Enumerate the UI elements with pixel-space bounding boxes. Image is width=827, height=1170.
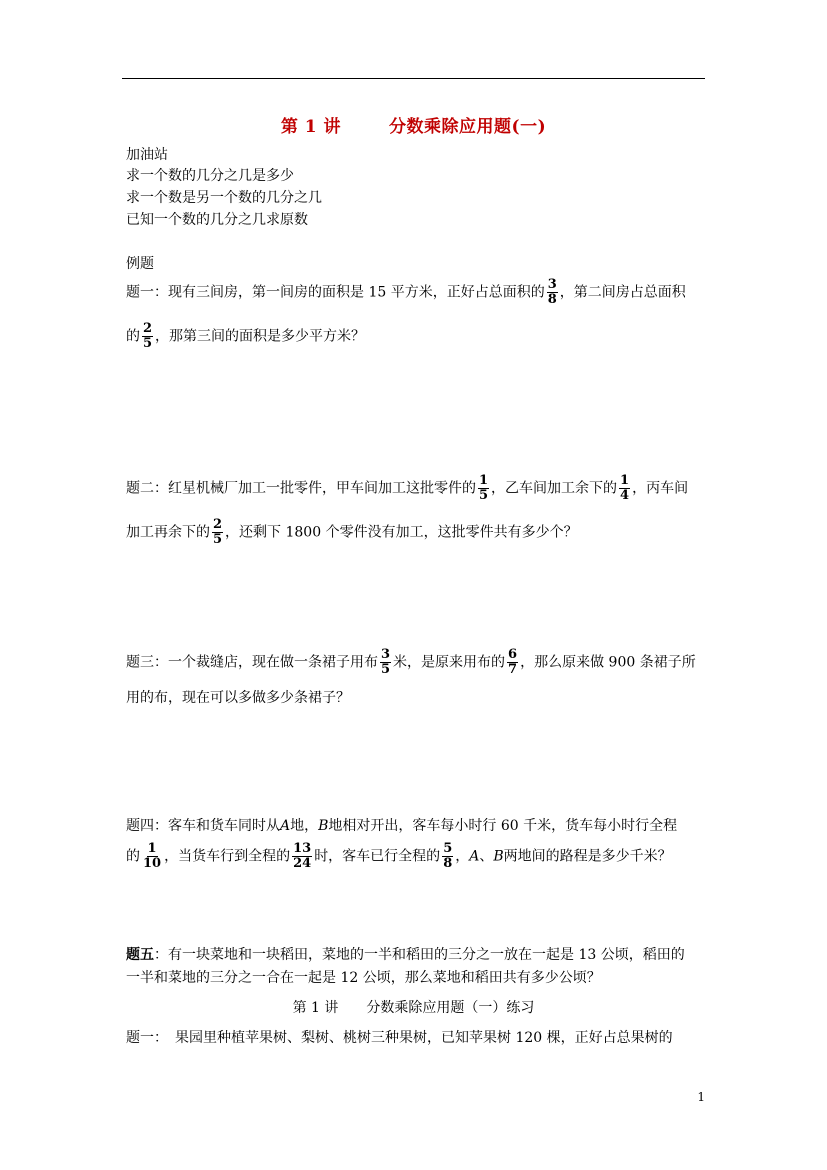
q5-line-1: 题五：有一块菜地和一块稻田，菜地的一半和稻田的三分之一放在一起是 13 公顷，稻田的 <box>126 947 685 963</box>
q4-line-1: 题四：客车和货车同时从A地，B地相对开出，客车每小时行 60 千米，货车每小时行全程 <box>126 818 678 834</box>
practice-heading: 第 1 讲 分数乘除应用题（一）练习 <box>292 1000 535 1016</box>
fraction: $\frac{2}{5}$ <box>213 517 223 547</box>
station-item-2: 求一个数是另一个数的几分之几 <box>126 190 322 206</box>
fraction: $\frac{13}{24}$ <box>293 841 312 871</box>
examples-label: 例题 <box>126 256 154 272</box>
station-item-3: 已知一个数的几分之几求原数 <box>126 212 308 228</box>
fraction: $\frac{1}{10}$ <box>143 841 162 871</box>
page-title <box>0 112 827 137</box>
q5-label: 题五 <box>126 947 154 963</box>
fraction: $\frac{2}{5}$ <box>143 321 153 351</box>
header-rule <box>122 78 705 79</box>
station-heading: 加油站 <box>126 147 168 163</box>
title-topic: 分数乘除应用题(一) <box>389 117 547 137</box>
q1-line-1: 题一：现有三间房，第一间房的面积是 15 平方米，正好占总面积的 $\frac{3}{8}$ ，第二间房占总面积 <box>126 277 686 307</box>
q5-line-2: 一半和菜地的三分之一合在一起是 12 公顷，那么菜地和稻田共有多少公顷？ <box>126 970 601 986</box>
fraction: $\frac{1}{4}$ <box>620 473 630 503</box>
fraction: $\frac{3}{8}$ <box>547 277 557 307</box>
fraction: $\frac{3}{5}$ <box>381 647 391 677</box>
fraction: $\frac{1}{5}$ <box>479 473 489 503</box>
q3-line-1: 题三：一个裁缝店，现在做一条裙子用布 $\frac{3}{5}$ 米，是原来用布的 $\frac{6}{7}$ ，那么原来做 900 条裙子所 <box>126 647 696 677</box>
station-item-1: 求一个数的几分之几是多少 <box>126 168 294 184</box>
q3-line-2: 用的布，现在可以多做多少条裙子？ <box>126 690 350 706</box>
q1-line-2: 的 $\frac{2}{5}$ ，那第三间的面积是多少平方米？ <box>126 321 366 351</box>
q2-line-1: 题二：红星机械厂加工一批零件，甲车间加工这批零件的 $\frac{1}{5}$ ，乙车间加工余下的 $\frac{1}{4}$ ，丙车间 <box>126 473 689 503</box>
fraction: $\frac{6}{7}$ <box>508 647 518 677</box>
practice-q1: 题一： 果园里种植苹果树、梨树、桃树三种果树，已知苹果树 120 棵，正好占总果树的 <box>126 1030 673 1046</box>
page-number: 1 <box>697 1090 705 1104</box>
q4-line-2: 的 $\frac{1}{10}$ ，当货车行到全程的 $\frac{13}{24}$ 时，客车已行全程的 $\frac{5}{8}$ ，A、B两地间的路程是多少千米？ <box>126 841 672 871</box>
title-lesson: 第 1 讲 <box>280 117 342 137</box>
fraction: $\frac{5}{8}$ <box>443 841 453 871</box>
q2-line-2: 加工再余下的 $\frac{2}{5}$ ，还剩下 1800 个零件没有加工，这批零件共有多少个？ <box>126 517 578 547</box>
